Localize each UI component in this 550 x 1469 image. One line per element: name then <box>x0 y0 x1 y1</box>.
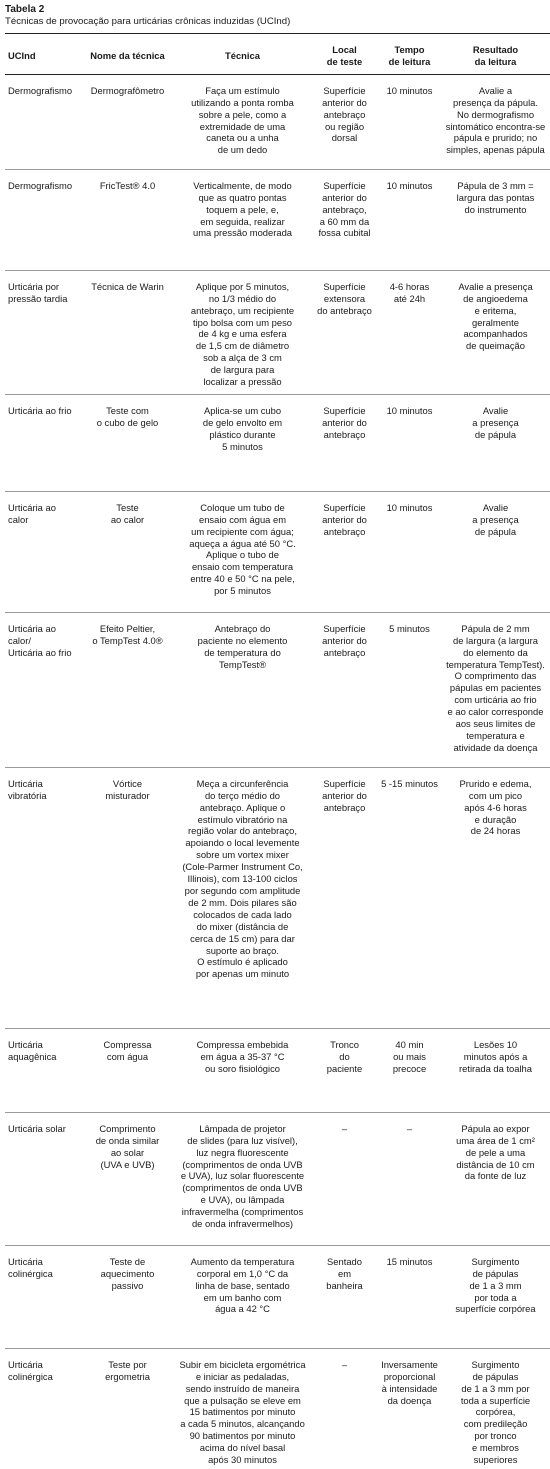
cell-nome: FricTest® 4.0 <box>81 169 174 270</box>
table-row <box>5 169 550 270</box>
table-row <box>5 394 550 491</box>
header-tecnica: Técnica <box>174 34 311 75</box>
cell-nome: Vórtice misturador <box>81 767 174 1028</box>
cell-local: – <box>341 1358 348 1370</box>
cell-resultado: Avalie a presença de pápula <box>441 491 550 612</box>
cell-local: Superfície anterior do antebraço <box>311 767 378 1028</box>
cell-tempo: 10 minutos <box>378 491 441 612</box>
cell-resultado: Avalie a presença de pápula <box>441 394 550 491</box>
cell-ucind: Urticária ao frio <box>5 394 81 491</box>
cell-nome: Teste por ergometria <box>105 1358 150 1382</box>
table-row <box>5 1348 550 1469</box>
header-local-de-teste: Local de teste <box>311 34 378 75</box>
header-ucind: UCInd <box>5 34 81 75</box>
cell-ucind: Urticária colinérgica <box>8 1358 53 1382</box>
cell-tempo: Inversamente proporcional à intensidade da doença <box>381 1358 438 1406</box>
cell-ucind: Urticária ao calor/ Urticária ao frio <box>5 612 81 767</box>
cell-local: Superfície anterior do antebraço ou região dorsal <box>311 74 378 169</box>
cell-tecnica: Aumento da temperatura corporal em 1,0 °C da linha de base, sentado em um banho com água a 42 °C <box>174 1245 311 1348</box>
cell-tecnica: Compressa embebida em água a 35-37 °C ou soro fisiológico <box>174 1028 311 1112</box>
cell-local: Superfície anterior do antebraço, a 60 mm da fossa cubital <box>311 169 378 270</box>
cell-tecnica: Aplique por 5 minutos, no 1/3 médio do antebraço, um recipiente tipo bolsa com um peso de 4 kg e uma esfera de 1,5 cm de diâmetro sob a alça de 3 cm de largura para localizar a pressão <box>174 270 311 394</box>
table-caption: Técnicas de provocação para urticárias crônicas induzidas (UCInd) <box>5 16 291 27</box>
cell-tecnica: Aplica-se um cubo de gelo envolto em plástico durante 5 minutos <box>174 394 311 491</box>
cell-tempo: 15 minutos <box>378 1245 441 1348</box>
cell-ucind: Dermografismo <box>5 74 81 169</box>
cell-local: Sentado em banheira <box>311 1245 378 1348</box>
cell-local: Tronco do paciente <box>311 1028 378 1112</box>
cell-local: Superfície extensora do antebraço <box>311 270 378 394</box>
cell-resultado: Avalie a presença da pápula. No dermografismo sintomático encontra-se pápula e prurido; no simples, apenas pápula <box>441 74 550 169</box>
cell-ucind: Urticária aquagênica <box>5 1028 81 1112</box>
cell-resultado: Avalie a presença de angioedema e eritema, geralmente acompanhados de queimação <box>441 270 550 394</box>
cell-nome: Teste ao calor <box>81 491 174 612</box>
cell-tempo: – <box>378 1112 441 1245</box>
cell-tempo: 10 minutos <box>378 169 441 270</box>
cell-resultado: Lesões 10 minutos após a retirada da toalha <box>441 1028 550 1112</box>
cell-local: Superfície anterior do antebraço <box>311 394 378 491</box>
cell-nome: Efeito Peltier, o TempTest 4.0® <box>81 612 174 767</box>
cell-ucind: Urticária ao calor <box>5 491 81 612</box>
cell-tecnica: Subir em bicicleta ergométrica e iniciar as pedaladas, sendo instruído de maneira que a pulsação se eleve em 15 batimentos por minuto a cada 5 minutos, alcançando 90 batimentos por minuto acima do nível basal após 30 minutos <box>179 1358 306 1466</box>
cell-resultado: Surgimento de pápulas de 1 a 3 mm por toda a superfície corpórea, com predileção por tronco e membros superiores <box>460 1358 531 1466</box>
table-row <box>5 612 550 767</box>
table-row <box>5 1028 550 1112</box>
cell-tempo: 10 minutos <box>378 74 441 169</box>
table-row <box>5 270 550 394</box>
cell-resultado: Pápula de 2 mm de largura (a largura do elemento da temperatura TempTest). O comprimento das pápulas em pacientes com urticária ao frio e ao calor corresponde aos seus limites de temperatura e atividade da doença <box>441 612 550 767</box>
table-title: Tabela 2 <box>5 4 45 15</box>
cell-nome: Teste de aquecimento passivo <box>81 1245 174 1348</box>
table-row <box>5 74 550 169</box>
cell-tempo: 40 min ou mais precoce <box>378 1028 441 1112</box>
cell-tempo: 5 -15 minutos <box>378 767 441 1028</box>
cell-ucind: Urticária por pressão tardia <box>5 270 81 394</box>
cell-nome: Teste com o cubo de gelo <box>81 394 174 491</box>
cell-resultado: Pápula ao expor uma área de 1 cm² de pele a uma distância de 10 cm da fonte de luz <box>441 1112 550 1245</box>
cell-tecnica: Verticalmente, de modo que as quatro pontas toquem a pele, e, em seguida, realizar uma pressão moderada <box>174 169 311 270</box>
cell-resultado: Surgimento de pápulas de 1 a 3 mm por toda a superfície corpórea <box>441 1245 550 1348</box>
table-header-row <box>5 34 550 75</box>
table-row <box>5 1112 550 1245</box>
cell-tecnica: Lâmpada de projetor de slides (para luz visível), luz negra fluorescente (comprimentos de onda UVB e UVA), luz solar fluorescente (comprimentos de onda UVB e UVA), ou lâmpada infravermelha (comprimentos de onda infravermelhos) <box>174 1112 311 1245</box>
cell-tecnica: Coloque um tubo de ensaio com água em um recipiente com água; aqueça a água até 50 °C. Aplique o tubo de ensaio com temperatura entre 40 e 50 °C na pele, por 5 minutos <box>174 491 311 612</box>
table-row <box>5 491 550 612</box>
header-resultado-da-leitura: Resultado da leitura <box>441 34 550 75</box>
cell-resultado: Pápula de 3 mm = largura das pontas do instrumento <box>441 169 550 270</box>
cell-ucind: Urticária vibratória <box>5 767 81 1028</box>
cell-local: Superfície anterior do antebraço <box>311 612 378 767</box>
cell-tempo: 5 minutos <box>378 612 441 767</box>
header-tempo-de-leitura: Tempo de leitura <box>378 34 441 75</box>
cell-nome: Comprimento de onda similar ao solar (UVA e UVB) <box>81 1112 174 1245</box>
cell-tecnica: Faça um estímulo utilizando a ponta romba sobre a pele, como a extremidade de uma caneta ou a unha de um dedo <box>174 74 311 169</box>
table-row <box>5 1245 550 1348</box>
cell-ucind: Urticária colinérgica <box>5 1245 81 1348</box>
cell-nome: Compressa com água <box>81 1028 174 1112</box>
cell-nome: Dermografômetro <box>81 74 174 169</box>
cell-local: Superfície anterior do antebraço <box>311 491 378 612</box>
cell-resultado: Prurido e edema, com um pico após 4-6 horas e duração de 24 horas <box>441 767 550 1028</box>
cell-ucind: Urticária solar <box>5 1112 81 1245</box>
cell-nome: Técnica de Warin <box>81 270 174 394</box>
cell-ucind: Dermografismo <box>5 169 81 270</box>
cell-tecnica: Meça a circunferência do terço médio do antebraço. Aplique o estímulo vibratório na região volar do antebraço, apoiando o local levemente sobre um vortex mixer (Cole-Parmer Instrument Co, Illinois), com 13-100 ciclos por segundo com amplitude de 2 mm. Dois pilares são colocados de cada lado do mixer (distância de cerca de 15 cm) para dar suporte ao braço. O estímulo é aplicado por apenas um minuto <box>174 767 311 1028</box>
header-nome-da-tecnica: Nome da técnica <box>81 34 174 75</box>
cell-tecnica: Antebraço do paciente no elemento de temperatura do TempTest® <box>174 612 311 767</box>
provocation-techniques-table <box>5 33 550 1469</box>
cell-tempo: 10 minutos <box>378 394 441 491</box>
cell-local: – <box>311 1112 378 1245</box>
table-row <box>5 767 550 1028</box>
cell-tempo: 4-6 horas até 24h <box>378 270 441 394</box>
